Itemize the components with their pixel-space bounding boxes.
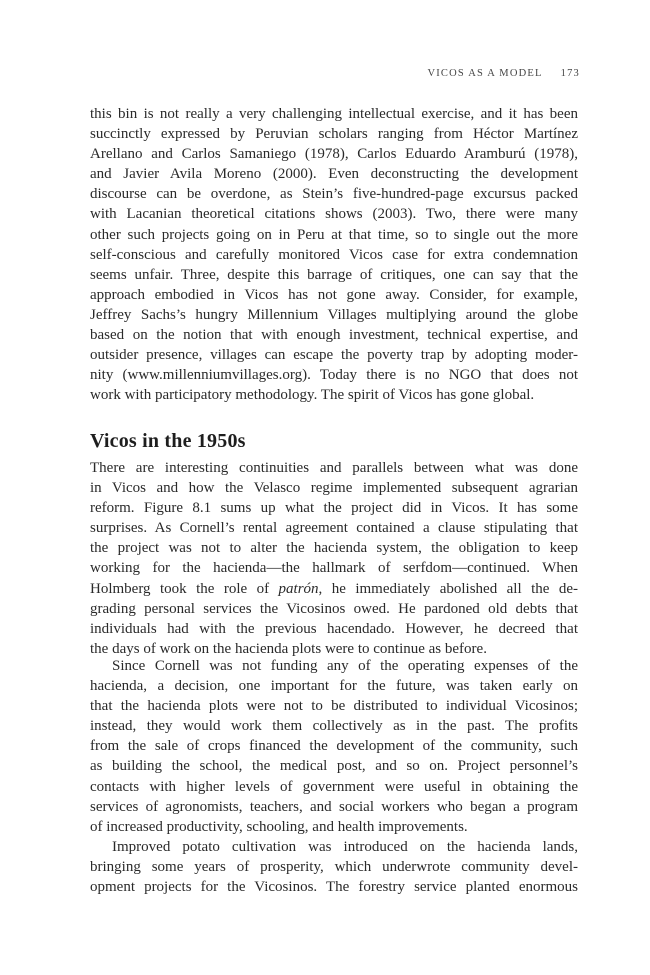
text-line: of increased productivity, schooling, and health improvements. [90, 818, 468, 835]
text-line: this bin is not really a very challenging intellectual exercise, and it has been [90, 106, 578, 122]
text-line: There are interesting continuities and parallels between what was done [90, 460, 578, 476]
text-line: individuals had with the previous hacendado. However, he decreed that [90, 620, 578, 637]
text-line: surprises. As Cornell’s rental agreement contained a clause stipulating that [90, 520, 578, 537]
text-fragment: Holmberg took the role of [90, 580, 279, 597]
paragraph-block [90, 837, 578, 897]
text-fragment: , he immediately abolished all the de- [318, 580, 578, 597]
text-line: nity (www.millenniumvillages.org). Today there is no NGO that does not [90, 367, 578, 384]
text-line: Improved potato cultivation was introduced on the hacienda lands, [112, 839, 578, 855]
text-line: the days of work on the hacienda plots were to continue as before. [90, 640, 487, 657]
running-head [427, 68, 580, 79]
text-line: outsider presence, villages can escape the poverty trap by adopting moder- [90, 347, 578, 364]
text-line: that the hacienda plots were not to be distributed to individual Vicosinos; [90, 698, 578, 715]
text-line: based on the notion that with enough investment, technical expertise, and [90, 327, 578, 344]
text-line: Since Cornell was not funding any of the operating expenses of the [112, 658, 578, 674]
text-line: self-conscious and carefully monitored Vicos case for extra condemnation [90, 246, 578, 263]
paragraph-block [90, 656, 578, 837]
running-head-title: VICOS AS A MODEL [427, 68, 543, 79]
text-line: instead, they would work them collectively as in the past. The profits [90, 718, 578, 735]
text-line: as building the school, the medical post, and so on. Project personnel’s [90, 758, 578, 775]
paragraph [90, 656, 578, 837]
text-line: opment projects for the Vicosinos. The forestry service planted enormous [90, 879, 578, 896]
text-line: bringing some years of prosperity, which underwrote community devel- [90, 859, 578, 876]
paragraph-block [90, 458, 578, 659]
text-line: seems unfair. Three, despite this barrage of critiques, one can say that the [90, 266, 578, 283]
section-heading: Vicos in the 1950s [90, 430, 246, 452]
italic-word: patrón [278, 580, 319, 597]
paragraph [90, 104, 578, 405]
text-line: working for the hacienda—the hallmark of serfdom—continued. When [90, 560, 578, 577]
text-line: the project was not to alter the hacienda system, the obligation to keep [90, 540, 578, 557]
text-line: services of agronomists, teachers, and social workers who began a program [90, 798, 578, 815]
paragraph [90, 458, 578, 659]
text-line: in Vicos and how the Velasco regime implemented subsequent agrarian [90, 480, 578, 497]
text-line: contacts with higher levels of government were useful in obtaining the [90, 778, 578, 795]
text-line: discourse can be overdone, as Stein’s five-hundred-page excursus packed [90, 186, 578, 203]
text-line: with Lacanian theoretical citations shows (2003). Two, there were many [90, 206, 578, 223]
page-number: 173 [560, 68, 580, 79]
text-line-with-italic [90, 579, 578, 599]
text-line: other such projects going on in Peru at that time, so to single out the more [90, 226, 578, 243]
text-line: and Javier Avila Moreno (2000). Even deconstructing the development [90, 166, 578, 183]
paragraph-continuation [90, 104, 578, 405]
text-line: from the sale of crops financed the development of the community, such [90, 738, 578, 755]
paragraph [90, 837, 578, 897]
text-line: succinctly expressed by Peruvian scholars ranging from Héctor Martínez [90, 126, 578, 143]
text-line: hacienda, a decision, one important for the future, was taken early on [90, 678, 578, 695]
text-line: Jeffrey Sachs’s hungry Millennium Villages multiplying around the globe [90, 306, 578, 323]
text-line: Arellano and Carlos Samaniego (1978), Carlos Eduardo Aramburú (1978), [90, 146, 578, 163]
text-line: work with participatory methodology. The spirit of Vicos has gone global. [90, 387, 535, 404]
text-line: approach embodied in Vicos has not gone away. Consider, for example, [90, 286, 578, 303]
text-line: reform. Figure 8.1 sums up what the project did in Vicos. It has some [90, 500, 578, 517]
text-line: grading personal services the Vicosinos owed. He pardoned old debts that [90, 600, 578, 617]
